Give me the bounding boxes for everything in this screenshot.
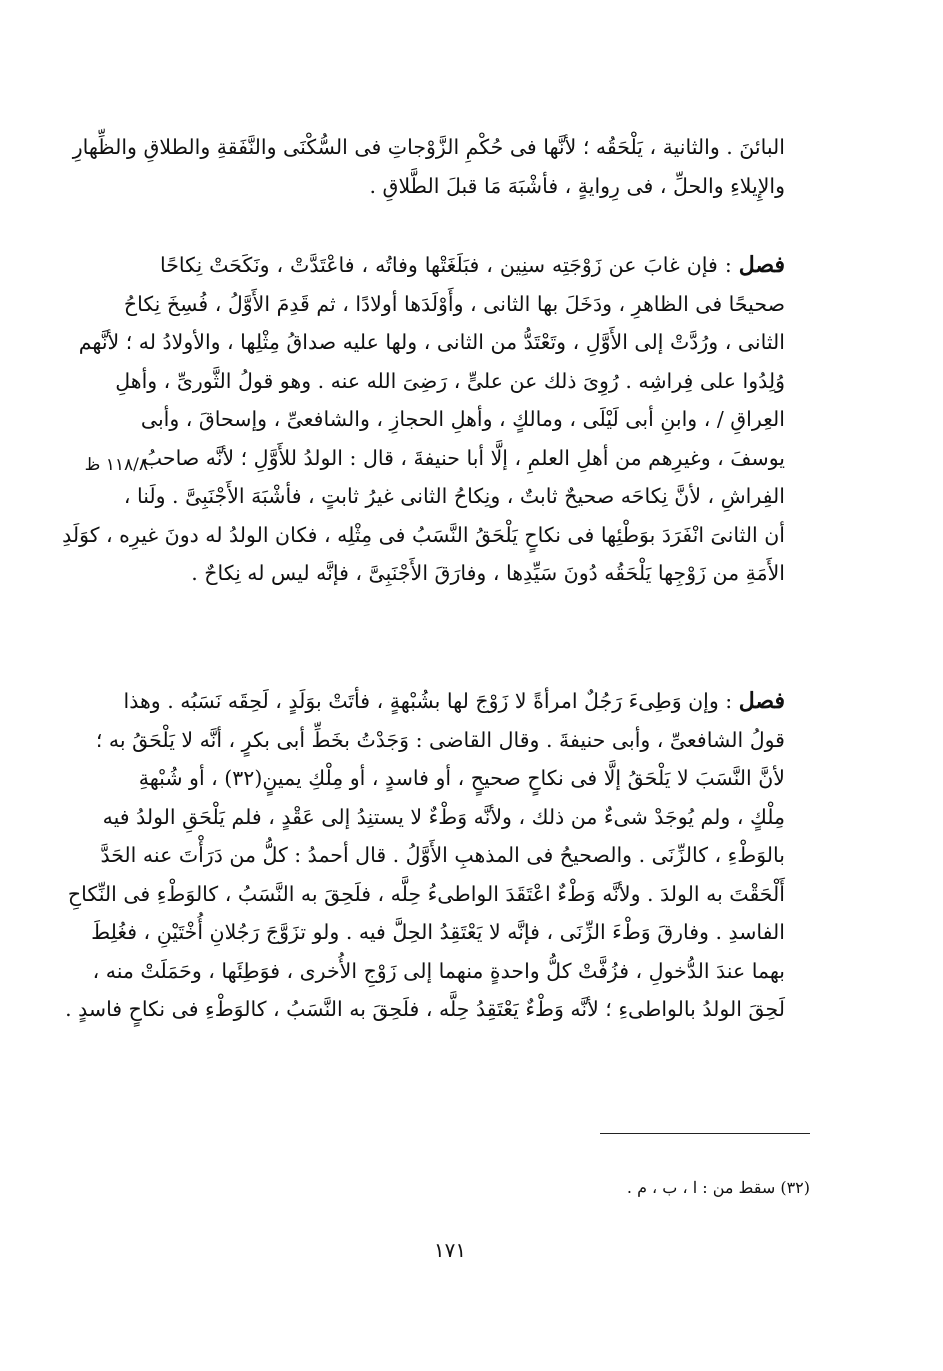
text-line: العِراقِ / ، وابنِ أبى لَيْلَى ، ومالكٍ ، وأهلِ الحجازِ ، والشافعىِّ ، وإسحاقَ ، وأبى	[140, 407, 785, 431]
text-line: لَحِقَ الولدُ بالواطىءِ ؛ لأنَّه وَطْءٌ يَعْتَقِدُ حِلَّه ، فلَحِقَ به النَّسَبُ ، كالوَطْءِ فى نكاحٍ فاسدٍ .	[65, 997, 785, 1021]
section-label: فصل	[738, 252, 785, 278]
text-line: لأنَّ النَّسَبَ لا يَلْحَقُ إلَّا فى نكاحٍ صحيحٍ ، أو فاسدٍ ، أو مِلْكِ يمينٍ(٣٢) ، أو شُبْهةِ	[138, 766, 785, 790]
text-line: أن الثانىَ انْفَرَدَ بوَطْئِها فى نكاحٍ يَلْحَقُ النَّسَبُ فى مِثْلِه ، فكان الولدُ له دونَ غيرِه ، كوَلَدِ	[62, 522, 785, 547]
text-line: بهما عندَ الدُّخولِ ، فزُفَّتْ كلُّ واحدةٍ منهما إلى زَوْجِ الأُخرى ، فوَطِئَها ، وحَمَلَتْ منه ،	[92, 958, 785, 983]
footnote: (٣٢) سقط من : ا ، ب ، م .	[626, 1178, 810, 1197]
text-line	[160, 246, 785, 285]
text-line: الأَمَةِ من زَوْجِها يَلْحَقُه دُونَ سَيِّدِها ، وفارَقَ الأَجْنَبِىَّ ، فإنَّه ليس له نِكاحٌ .	[191, 561, 785, 585]
text-line: بالوَطْءِ ، كالزِّنَى . والصحيحُ فى المذهبِ الأَوَّلُ . قال أحمدُ : كلُّ من دَرَأْتَ عنه الحَدَّ	[100, 843, 785, 867]
footnote-divider	[600, 1133, 810, 1134]
page-number: ١٧١	[433, 1238, 467, 1262]
text-line: الثانى ، ورُدَّتْ إلى الأَوَّلِ ، وتَعْتَدُّ من الثانى ، ولها عليه صداقُ مِثْلِها ، والأولادُ له ؛ لأنَّهم	[78, 330, 785, 354]
text-line: وُلِدُوا على فِراشِه . رُوِىَ ذلك عن علىٍّ ، رَضِىَ الله عنه . وهو قولُ الثَّورىِّ ، وأهلِ	[115, 368, 785, 393]
text-line: والإِيلاءِ والحلِّ ، فى رِوايةٍ ، فأشْبَهَ مَا قبلَ الطَّلاقِ .	[369, 173, 785, 198]
margin-folio-note: ١١٨/٨ ظ	[84, 455, 148, 475]
text-line: الفِراشِ ، لأنَّ نِكاحَه صحيحٌ ثابتٌ ، ونِكاحُ الثانى غيرُ ثابتٍ ، فأشْبَهَ الأَجْنَبِىَّ . ولَنا ،	[123, 484, 785, 508]
text-line: مِلْكٍ ، ولم يُوجَدْ شىءٌ من ذلك ، ولأنَّه وَطْءٌ لا يستنِدُ إلى عَقْدٍ ، فلم يَلْحَقِ الولدُ فيه	[102, 804, 785, 829]
text-line: أَلْحَقْتَ به الولدَ . ولأنَّه وَطْءٌ اعْتَقَدَ الواطىءُ حِلَّه ، فلَحِقَ به النَّسَبُ ، كالوَطْءِ فى النِّكاحِ	[67, 881, 785, 906]
paragraph-1	[72, 128, 785, 205]
paragraph-3	[65, 682, 785, 1029]
text-line: صحيحًا فى الظاهرِ ، ودَخَلَ بها الثانى ، وأَوْلَدَها أولادًا ، ثم قَدِمَ الأَوَّلُ ، فُسِخَ نِكاحُ	[123, 291, 785, 316]
text-line: البائنَ . والثانية ، يَلْحَقُه ؛ لأنَّها فى حُكْمِ الزَّوْجاتِ فى السُّكْنَى والنَّفَقةِ والطلاقِ والظِّهارِ	[72, 135, 785, 159]
text-line: الفاسدِ . وفارقَ وَطْءَ الزِّنَى ، فإنَّه لا يَعْتَقِدُ الحِلَّ فيه . ولو تزَوَّجَ رَجُلانِ أُخْتَيْنِ ، فغُلِطَ	[91, 920, 785, 944]
text-line: قولُ الشافعىِّ ، وأبى حنيفةَ . وقال القاضى : وَجَدْتُ بخَطِّ أبى بكرٍ ، أنَّه لا يَلْحَقُ به ؛	[95, 727, 785, 752]
text-line-rest: : وإن وَطِىءَ رَجُلٌ امرأةً لا زَوْجَ لها بشُبْهةٍ ، فأتَتْ بوَلَدٍ ، لَحِقَه نَسَبُه . وهذا	[123, 689, 733, 713]
text-line: يوسفَ ، وغيرِهم من أهلِ العلمِ ، إلَّا أبا حنيفةَ ، قال : الولدُ للأَوَّلِ ؛ لأنَّه صاحبُ	[142, 445, 785, 470]
text-line-rest: : فإن غابَ عن زَوْجَتِه سنِين ، فبَلَغَتْها وفاتُه ، فاعْتَدَّتْ ، ونَكَحَتْ نِكاحًا	[160, 253, 732, 277]
section-label: فصل	[738, 688, 785, 714]
text-line	[123, 682, 785, 721]
